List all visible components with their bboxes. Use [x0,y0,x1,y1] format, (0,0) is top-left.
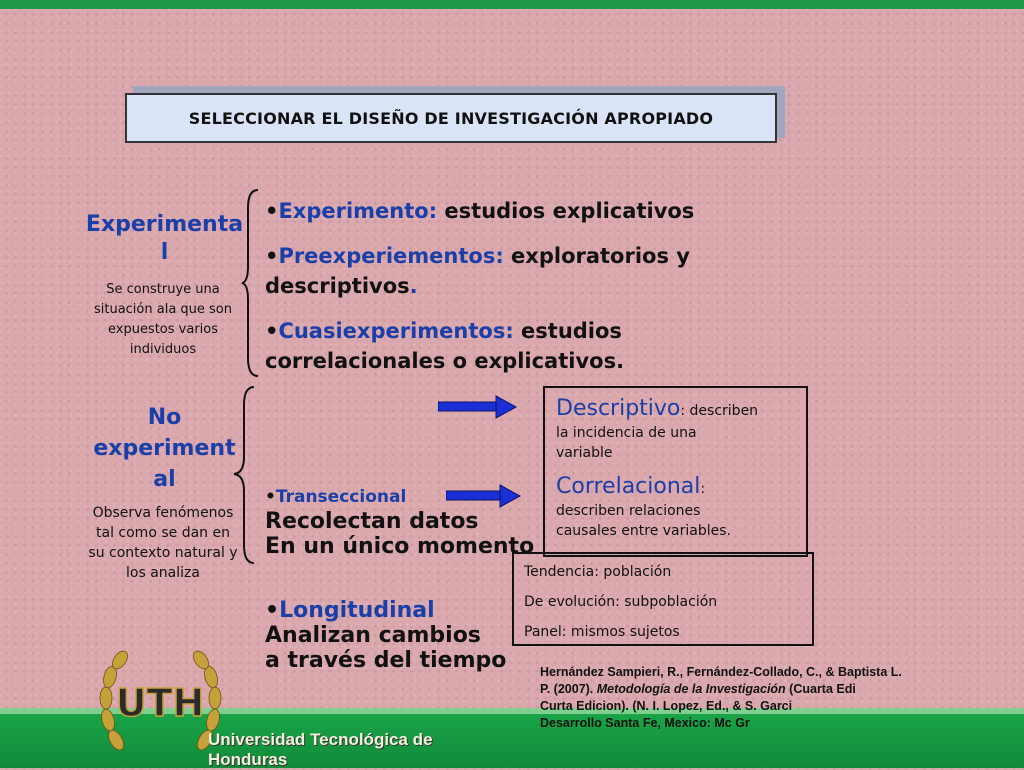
longitudinal-item-tendencia: Tendencia: población [524,564,672,580]
longitudinal-line1: Analizan cambios [265,623,481,648]
bullet-preexperimentos: •Preexperiementos: exploratorios y descriptivos. [265,244,690,298]
experimental-heading [82,211,247,267]
arrow-to-descriptivo-icon [438,395,518,419]
logo-letters: UTH [115,681,205,725]
longitudinal-item-evolucion: De evolución: subpoblación [524,594,718,610]
types-box-content [556,395,804,541]
experimental-bullets [265,196,725,376]
transeccional-line1: Recolectan datos [265,509,479,534]
transeccional-line2: En un único momento [265,534,535,559]
reference-line1: Hernández Sampieri, R., Fernández-Collado, C., & Baptista L. [540,665,902,679]
descriptivo-text3: variable [556,445,613,461]
descriptivo-text2: la incidencia de una [556,425,697,441]
longitudinal-item-panel: Panel: mismos sujetos [524,624,680,640]
reference-line4: Desarrollo Santa Fe, Mexico: Mc Gr [540,716,750,730]
transeccional-block [265,485,545,559]
experimental-heading-line1: Experimenta [85,212,244,237]
correlacional-item: Correlacional: [556,474,706,499]
bullet-cuasiexperimentos: •Cuasiexperimentos: estudios correlacionales o explicativos. [265,319,625,373]
experimental-heading-line2: l [160,240,169,265]
bullet-experimento: •Experimento: estudios explicativos [265,199,695,223]
no-experimental-description: Observa fenómenos tal como se dan en su contexto natural y los analiza [88,505,238,581]
no-experimental-heading-line1: No [147,405,182,430]
correlacional-text2: causales entre variables. [556,523,731,539]
reference-line2: P. (2007). Metodología de la Investigación (Cuarta Edi [540,682,856,696]
uth-laurel-logo-icon [98,650,223,762]
longitudinal-box-content [524,557,809,647]
longitudinal-label: •Longitudinal [265,598,435,623]
experimental-brace [240,188,262,378]
top-accent-bar [0,0,1024,9]
transeccional-label: •Transeccional [265,487,407,507]
no-experimental-heading [82,402,247,495]
longitudinal-block [265,598,525,673]
no-experimental-heading-line3: al [153,467,176,492]
university-name: Universidad Tecnológica de Honduras [208,730,433,769]
correlacional-text1: describen relaciones [556,503,701,519]
no-experimental-brace [232,385,258,565]
longitudinal-line2: a través del tiempo [265,648,507,673]
descriptivo-item: Descriptivo: describen [556,396,759,421]
experimental-description: Se construye una situación ala que son expuestos varios individuos [93,282,233,357]
reference-citation [540,664,960,732]
slide-title: SELECCIONAR EL DISEÑO DE INVESTIGACIÓN APROPIADO [125,93,777,143]
no-experimental-heading-line2: experiment [93,436,236,461]
reference-line3: Curta Edicion). (N. I. Lopez, Ed., & S. Garci [540,699,793,713]
